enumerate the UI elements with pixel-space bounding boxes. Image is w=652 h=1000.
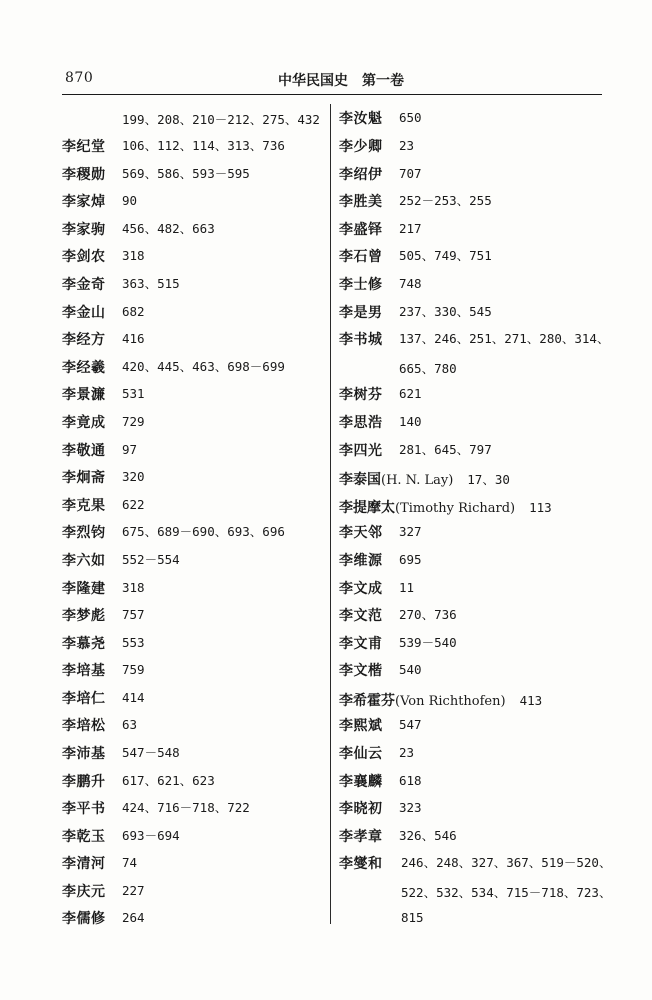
index-entry <box>62 221 215 238</box>
entry-name: 李希霍芬 <box>339 693 395 709</box>
index-entry <box>339 800 422 817</box>
index-entry <box>62 580 145 597</box>
entry-name: 李慕尧 <box>62 636 106 652</box>
column-divider <box>330 104 331 924</box>
entry-pages: 675、689－690、693、696 <box>122 524 285 539</box>
index-entry <box>62 910 145 927</box>
index-entry <box>62 524 285 541</box>
index-entry <box>339 717 422 734</box>
entry-pages: 539－540 <box>399 635 457 650</box>
entry-pages: 693－694 <box>122 828 180 843</box>
entry-pages: 621 <box>399 386 422 401</box>
index-entry <box>339 248 492 265</box>
entry-pages: 137、246、251、271、280、314、 <box>399 331 610 346</box>
entry-pages: 553 <box>122 635 145 650</box>
entry-name: 李四光 <box>339 443 383 459</box>
entry-pages: 414 <box>122 690 145 705</box>
entry-pages: 456、482、663 <box>122 221 215 236</box>
entry-name: 李敬通 <box>62 443 106 459</box>
entry-pages: 707 <box>399 166 422 181</box>
entry-name: 李清河 <box>62 856 106 872</box>
index-entry <box>339 442 492 459</box>
index-entry <box>62 276 180 293</box>
index-entry <box>62 331 145 348</box>
entry-foreign-name: (Timothy Richard) <box>395 501 516 516</box>
entry-pages: 682 <box>122 304 145 319</box>
index-entry <box>62 855 138 872</box>
entry-pages: 17、30 <box>467 472 510 487</box>
entry-name: 李胜美 <box>339 194 383 210</box>
entry-pages: 270、736 <box>399 607 457 622</box>
entry-name: 李沛基 <box>62 746 106 762</box>
index-entry <box>339 745 415 762</box>
entry-name: 李孝章 <box>339 829 383 845</box>
entry-name: 李平书 <box>62 801 106 817</box>
entry-name: 李是男 <box>339 305 383 321</box>
index-entry <box>339 607 457 624</box>
entry-pages: 327 <box>399 524 422 539</box>
entry-name: 李烈钧 <box>62 525 106 541</box>
index-entry <box>62 883 145 900</box>
entry-name: 李书城 <box>339 332 383 348</box>
entry-pages: 424、716－718、722 <box>122 800 250 815</box>
entry-pages: 748 <box>399 276 422 291</box>
entry-pages: 217 <box>399 221 422 236</box>
index-entry <box>339 524 422 541</box>
index-entry <box>62 800 250 817</box>
entry-name: 李文范 <box>339 608 383 624</box>
entry-name: 李树芬 <box>339 387 383 403</box>
entry-name: 李景濂 <box>62 387 106 403</box>
index-entry <box>339 497 552 517</box>
entry-name: 李鹏升 <box>62 774 106 790</box>
index-entry <box>339 690 542 710</box>
entry-pages: 505、749、751 <box>399 248 492 263</box>
index-entry <box>339 635 457 652</box>
index-entry <box>62 248 145 265</box>
entry-pages: 318 <box>122 248 145 263</box>
entry-pages-continuation: 522、532、534、715－718、723、 <box>401 885 612 900</box>
entry-name: 李熙斌 <box>339 718 383 734</box>
entry-name: 李梦彪 <box>62 608 106 624</box>
entry-pages: 617、621、623 <box>122 773 215 788</box>
entry-pages: 540 <box>399 662 422 677</box>
index-entry <box>339 469 510 489</box>
entry-name: 李文甫 <box>339 636 383 652</box>
index-entry <box>62 193 138 210</box>
entry-pages: 23 <box>399 745 415 760</box>
index-entry <box>62 469 145 486</box>
index-entry <box>339 221 422 238</box>
entry-name: 李文成 <box>339 581 383 597</box>
entry-name: 李剑农 <box>62 249 106 265</box>
entry-name: 李乾玉 <box>62 829 106 845</box>
entry-pages: 74 <box>122 855 138 870</box>
entry-foreign-name: (Von Richthofen) <box>395 694 506 709</box>
index-entry <box>62 497 145 514</box>
entry-name: 李克果 <box>62 498 106 514</box>
entry-name: 李培仁 <box>62 691 106 707</box>
entry-name: 李思浩 <box>339 415 383 431</box>
page-header <box>0 0 652 100</box>
entry-name: 李少卿 <box>339 139 383 155</box>
index-entry <box>339 552 422 569</box>
entry-pages: 759 <box>122 662 145 677</box>
entry-name: 李燮和 <box>339 856 383 872</box>
index-entry <box>62 717 138 734</box>
entry-pages: 547－548 <box>122 745 180 760</box>
index-entry <box>62 690 145 707</box>
entry-name: 李泰国 <box>339 472 381 488</box>
entry-pages: 90 <box>122 193 138 208</box>
index-entry <box>62 635 145 652</box>
entry-pages: 695 <box>399 552 422 567</box>
entry-pages-continuation: 815 <box>401 910 424 925</box>
index-entry <box>62 828 180 845</box>
index-entry <box>339 580 415 597</box>
entry-name: 李提摩太 <box>339 500 395 516</box>
entry-name: 李天邻 <box>339 525 383 541</box>
carryover-pages: 199、208、210－212、275、432 <box>122 112 320 127</box>
entry-pages-continuation: 665、780 <box>399 361 457 376</box>
entry-pages: 318 <box>122 580 145 595</box>
entry-name: 李炯斋 <box>62 470 106 486</box>
index-entry <box>62 607 145 624</box>
entry-pages: 227 <box>122 883 145 898</box>
entry-pages: 757 <box>122 607 145 622</box>
index-entry <box>339 828 457 845</box>
index-entry <box>62 552 180 569</box>
entry-foreign-name: (H. N. Lay) <box>381 473 454 488</box>
entry-name: 李襄麟 <box>339 774 383 790</box>
entry-name: 李绍伊 <box>339 167 383 183</box>
entry-name: 李维源 <box>339 553 383 569</box>
index-entry <box>339 331 610 348</box>
index-entry <box>62 386 145 403</box>
index-entry <box>62 773 215 790</box>
entry-pages: 618 <box>399 773 422 788</box>
entry-name: 李培基 <box>62 663 106 679</box>
index-entry <box>339 855 612 872</box>
entry-pages: 363、515 <box>122 276 180 291</box>
entry-pages: 97 <box>122 442 138 457</box>
index-entry <box>62 304 145 321</box>
entry-name: 李儒修 <box>62 911 106 927</box>
entry-pages: 326、546 <box>399 828 457 843</box>
index-entry <box>339 166 422 183</box>
entry-pages: 11 <box>399 580 415 595</box>
entry-pages: 237、330、545 <box>399 304 492 319</box>
entry-pages: 413 <box>519 693 543 708</box>
entry-name: 李仙云 <box>339 746 383 762</box>
entry-pages: 63 <box>122 717 138 732</box>
entry-pages: 531 <box>122 386 145 401</box>
entry-name: 李石曾 <box>339 249 383 265</box>
entry-name: 李稷勋 <box>62 167 106 183</box>
entry-name: 李隆建 <box>62 581 106 597</box>
entry-pages: 416 <box>122 331 145 346</box>
index-entry <box>62 166 250 183</box>
index-entry <box>62 442 138 459</box>
running-title: 中华民国史 第一卷 <box>278 73 404 89</box>
index-entry <box>339 193 492 210</box>
entry-name: 李金山 <box>62 305 106 321</box>
index-entry <box>62 359 285 376</box>
entry-name: 李六如 <box>62 553 106 569</box>
entry-pages: 323 <box>399 800 422 815</box>
entry-pages: 622 <box>122 497 145 512</box>
index-entry <box>339 414 422 431</box>
entry-pages: 547 <box>399 717 422 732</box>
entry-pages: 650 <box>399 110 422 125</box>
page-number: 870 <box>65 70 94 86</box>
entry-name: 李盛铎 <box>339 222 383 238</box>
index-entry <box>339 138 415 155</box>
header-rule <box>62 94 602 95</box>
index-entry <box>339 276 422 293</box>
entry-pages: 106、112、114、313、736 <box>122 138 285 153</box>
entry-pages: 252－253、255 <box>399 193 492 208</box>
entry-name: 李培松 <box>62 718 106 734</box>
entry-name: 李家焯 <box>62 194 106 210</box>
entry-name: 李晓初 <box>339 801 383 817</box>
index-entry <box>62 138 285 155</box>
entry-pages: 320 <box>122 469 145 484</box>
entry-name: 李经羲 <box>62 360 106 376</box>
entry-name: 李经方 <box>62 332 106 348</box>
entry-name: 李汝魁 <box>339 111 383 127</box>
entry-pages: 281、645、797 <box>399 442 492 457</box>
entry-pages: 552－554 <box>122 552 180 567</box>
entry-name: 李家驹 <box>62 222 106 238</box>
index-entry <box>62 414 145 431</box>
index-entry <box>339 386 422 403</box>
index-entry <box>62 662 145 679</box>
entry-pages: 420、445、463、698－699 <box>122 359 285 374</box>
entry-pages: 113 <box>529 500 552 515</box>
entry-name: 李纪堂 <box>62 139 106 155</box>
entry-pages: 246、248、327、367、519－520、 <box>401 855 612 870</box>
entry-pages: 569、586、593－595 <box>122 166 250 181</box>
entry-pages: 23 <box>399 138 415 153</box>
index-entry <box>339 662 422 679</box>
entry-name: 李庆元 <box>62 884 106 900</box>
index-entry <box>339 773 422 790</box>
entry-name: 李文楷 <box>339 663 383 679</box>
index-entry <box>339 110 422 127</box>
entry-pages: 140 <box>399 414 422 429</box>
index-entry <box>339 304 492 321</box>
index-entry <box>62 745 180 762</box>
entry-pages: 264 <box>122 910 145 925</box>
entry-pages: 729 <box>122 414 145 429</box>
entry-name: 李士修 <box>339 277 383 293</box>
entry-name: 李金奇 <box>62 277 106 293</box>
entry-name: 李竟成 <box>62 415 106 431</box>
